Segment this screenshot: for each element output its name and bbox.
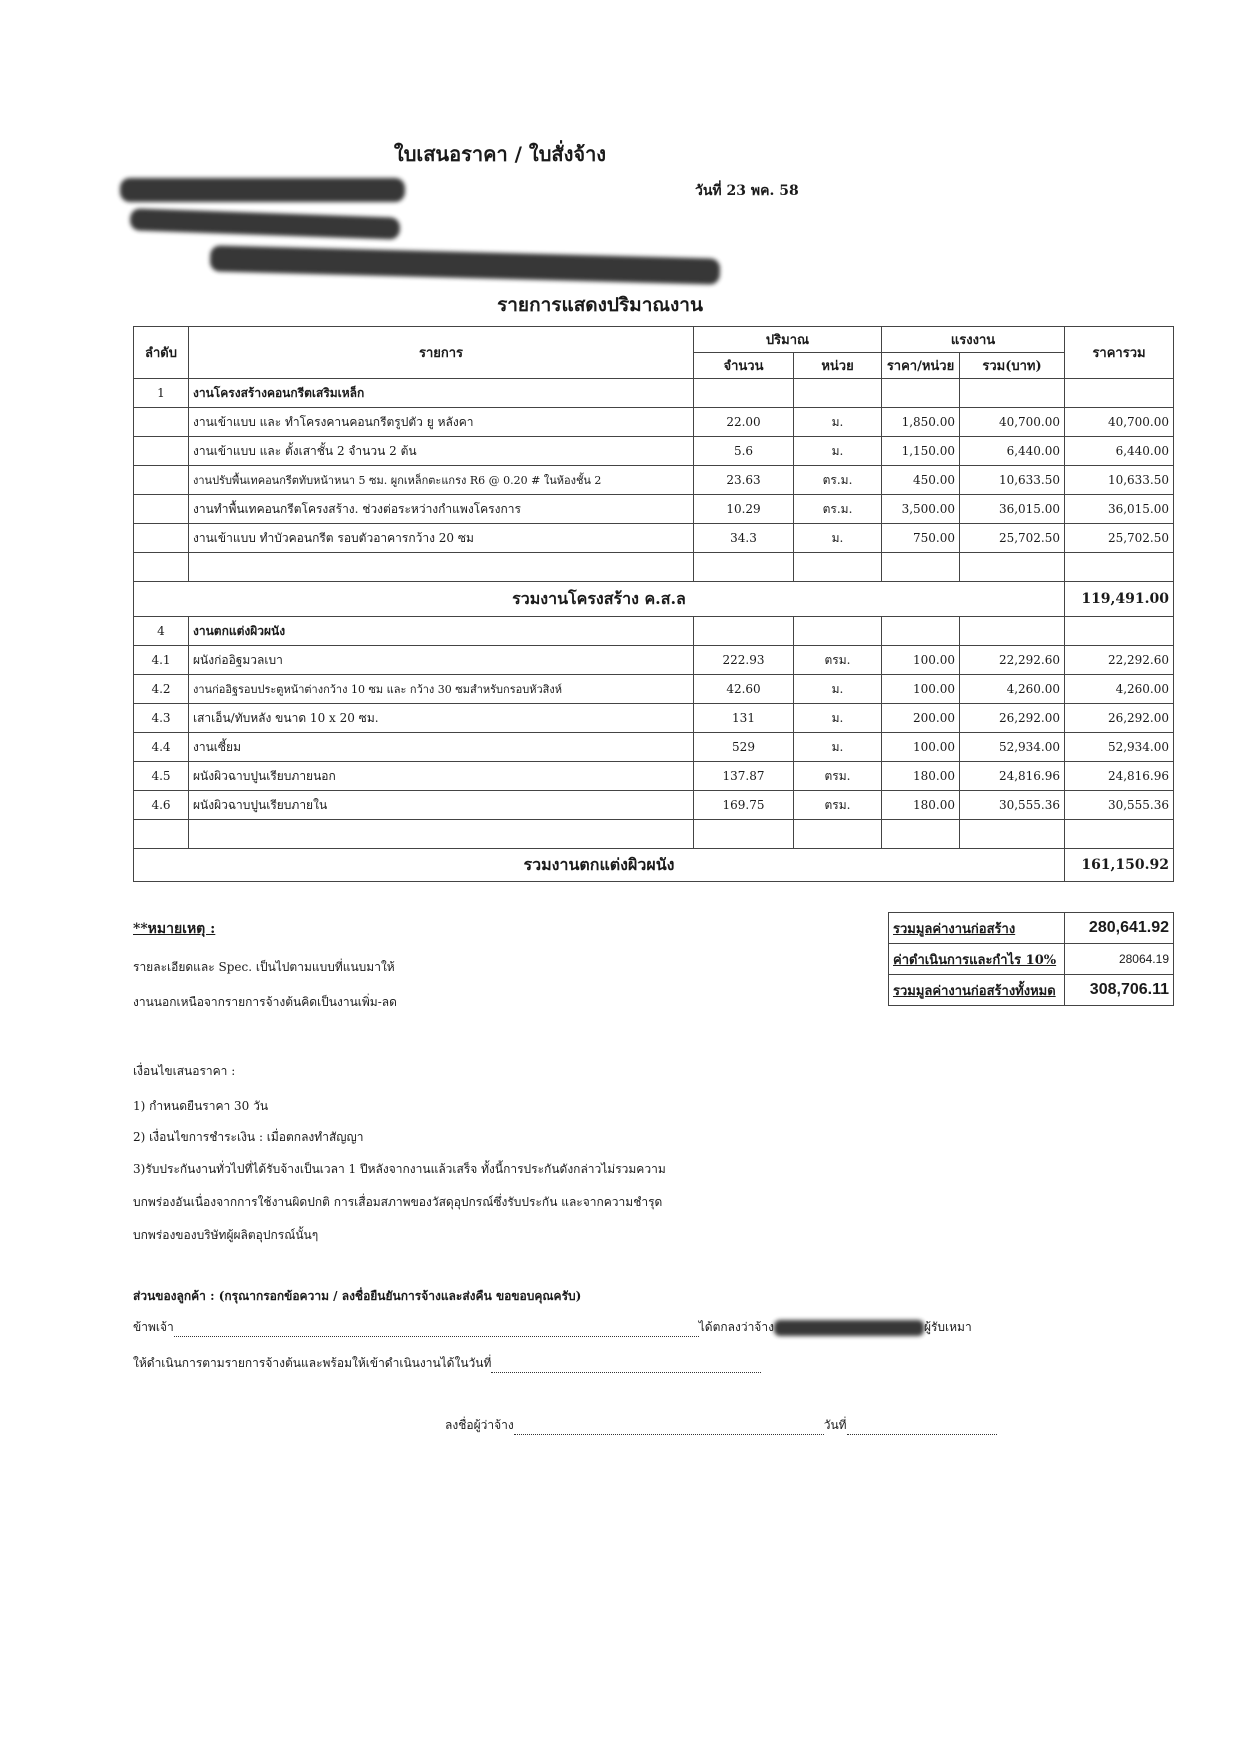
section-heading-row (134, 617, 1174, 646)
table-row (134, 646, 1174, 675)
row-item: ผนังผิวฉาบปูนเรียบภายใน (189, 791, 694, 820)
row-number (134, 408, 189, 437)
section-sum-label: รวมงานโครงสร้าง ค.ส.ล (134, 582, 1065, 617)
contractor-label: ผู้รับเหมา (923, 1320, 972, 1334)
row-subtotal: 10,633.50 (960, 466, 1065, 495)
row-qty: 169.75 (694, 791, 794, 820)
row-subtotal: 52,934.00 (960, 733, 1065, 762)
grand-total-label: รวมมูลค่างานก่อสร้างทั้งหมด (889, 975, 1065, 1006)
row-unit-price: 200.00 (882, 704, 960, 733)
row-unit: ตรม. (794, 791, 882, 820)
row-unit: ตรม. (794, 762, 882, 791)
row-unit: ม. (794, 675, 882, 704)
row-unit: ตร.ม. (794, 466, 882, 495)
row-qty: 10.29 (694, 495, 794, 524)
header-qty: จำนวน (694, 353, 794, 379)
section-number: 1 (134, 379, 189, 408)
redacted-contractor-name (774, 1320, 924, 1336)
section-title: งานโครงสร้างคอนกรีตเสริมเหล็ก (189, 379, 694, 408)
notes-heading: **หมายเหตุ : (133, 921, 216, 937)
row-unit-price: 100.00 (882, 733, 960, 762)
section-sum-value: 161,150.92 (1065, 849, 1174, 882)
row-qty: 42.60 (694, 675, 794, 704)
row-unit: ม. (794, 524, 882, 553)
table-row (134, 437, 1174, 466)
proceed-label: ให้ดำเนินการตามรายการจ้างต้นและพร้อมให้เข้าดำเนินงานได้ในวันที่ (133, 1356, 492, 1370)
row-unit-price: 180.00 (882, 762, 960, 791)
row-number (134, 437, 189, 466)
table-row (134, 762, 1174, 791)
row-number: 4.1 (134, 646, 189, 675)
row-total: 30,555.36 (1065, 791, 1174, 820)
header-subtotal: รวม(บาท) (960, 353, 1065, 379)
row-unit: ม. (794, 408, 882, 437)
row-unit-price: 750.00 (882, 524, 960, 553)
overhead-value: 28064.19 (1065, 944, 1174, 975)
row-unit-price: 100.00 (882, 675, 960, 704)
table-row (134, 524, 1174, 553)
header-total: ราคารวม (1065, 327, 1174, 379)
row-unit: ม. (794, 704, 882, 733)
section-title: งานตกแต่งผิวผนัง (189, 617, 694, 646)
proceed-line (133, 1354, 1033, 1373)
table-subtitle: รายการแสดงปริมาณงาน (497, 294, 703, 316)
header-unit: หน่วย (794, 353, 882, 379)
employer-label: ข้าพเจ้า (133, 1320, 174, 1334)
table-row (134, 495, 1174, 524)
row-unit: ตร.ม. (794, 495, 882, 524)
row-qty: 137.87 (694, 762, 794, 791)
row-number: 4.2 (134, 675, 189, 704)
employer-line (133, 1318, 1133, 1337)
row-number: 4.5 (134, 762, 189, 791)
header-quantity-group: ปริมาณ (694, 327, 882, 353)
table-body-section-2 (134, 617, 1174, 882)
table-row (134, 675, 1174, 704)
row-number: 4.4 (134, 733, 189, 762)
quote-date: วันที่ 23 พค. 58 (695, 183, 799, 199)
row-item: ผนังก่ออิฐมวลเบา (189, 646, 694, 675)
row-item: งานเข้าแบบ ทำบัวคอนกรีต รอบตัวอาคารกว้าง 20 ซม (189, 524, 694, 553)
section-sum-label: รวมงานตกแต่งผิวผนัง (134, 849, 1065, 882)
redacted-company-name (120, 178, 405, 202)
row-total: 40,700.00 (1065, 408, 1174, 437)
row-unit-price: 1,850.00 (882, 408, 960, 437)
section-number: 4 (134, 617, 189, 646)
row-number (134, 466, 189, 495)
row-item: งานเซี้ยม (189, 733, 694, 762)
section-sum-row (134, 849, 1174, 882)
empty-row (134, 553, 1174, 582)
redacted-project-name (210, 245, 721, 284)
row-item: งานปรับพื้นเทคอนกรีตทับหน้าหนา 5 ซม. ผูกเหล็กตะแกรง R6 @ 0.20 # ในห้องชั้น 2 (189, 466, 694, 495)
table-body-section-1 (134, 379, 1174, 617)
row-qty: 23.63 (694, 466, 794, 495)
header-item: รายการ (189, 327, 694, 379)
signature-field[interactable] (514, 1422, 824, 1435)
condition-2: 2) เงื่อนไขการชำระเงิน : เมื่อตกลงทำสัญญา (133, 1130, 364, 1144)
sign-label: ลงชื่อผู้ว่าจ้าง (445, 1418, 514, 1432)
row-total: 6,440.00 (1065, 437, 1174, 466)
row-unit-price: 1,150.00 (882, 437, 960, 466)
table-row (134, 791, 1174, 820)
agreed-label: ได้ตกลงว่าจ้าง (698, 1320, 774, 1334)
totals-overhead-row (889, 944, 1174, 975)
table-row (134, 466, 1174, 495)
table-row (134, 704, 1174, 733)
signature-line (445, 1416, 1065, 1435)
table-row (134, 733, 1174, 762)
row-total: 24,816.96 (1065, 762, 1174, 791)
row-qty: 22.00 (694, 408, 794, 437)
header-labor-group: แรงงาน (882, 327, 1065, 353)
row-total: 25,702.50 (1065, 524, 1174, 553)
row-total: 22,292.60 (1065, 646, 1174, 675)
sign-date-field[interactable] (847, 1422, 997, 1435)
row-total: 26,292.00 (1065, 704, 1174, 733)
employer-name-field[interactable] (174, 1324, 699, 1337)
conditions-heading: เงื่อนไขเสนอราคา : (133, 1064, 236, 1078)
row-unit-price: 100.00 (882, 646, 960, 675)
row-total: 10,633.50 (1065, 466, 1174, 495)
row-subtotal: 25,702.50 (960, 524, 1065, 553)
quantity-table (133, 326, 1174, 882)
empty-row (134, 820, 1174, 849)
notes-line-1: รายละเอียดและ Spec. เป็นไปตามแบบที่แนบมาให้ (133, 960, 395, 974)
row-total: 4,260.00 (1065, 675, 1174, 704)
totals-grand-row (889, 975, 1174, 1006)
condition-3-line-3: บกพร่องของบริษัทผู้ผลิตอุปกรณ์นั้นๆ (133, 1228, 319, 1242)
table-row (134, 408, 1174, 437)
condition-3-line-1: 3)รับประกันงานทั่วไปที่ได้รับจ้างเป็นเวลา 1 ปีหลังจากงานแล้วเสร็จ ทั้งนี้การประกันดังกล่าวไม่รวมความ (133, 1162, 666, 1176)
start-date-field[interactable] (491, 1360, 761, 1373)
row-unit: ม. (794, 733, 882, 762)
row-subtotal: 4,260.00 (960, 675, 1065, 704)
construction-total-value: 280,641.92 (1065, 913, 1174, 944)
row-item: งานเข้าแบบ และ ทำโครงคานคอนกรีตรูปตัว ยู หลังคา (189, 408, 694, 437)
row-total: 36,015.00 (1065, 495, 1174, 524)
row-unit: ม. (794, 437, 882, 466)
section-heading-row (134, 379, 1174, 408)
header-unit-price: ราคา/หน่วย (882, 353, 960, 379)
notes-line-2: งานนอกเหนือจากรายการจ้างต้นคิดเป็นงานเพิ่ม-ลด (133, 995, 397, 1009)
construction-total-label: รวมมูลค่างานก่อสร้าง (889, 913, 1065, 944)
condition-3-line-2: บกพร่องอันเนื่องจากการใช้งานผิดปกติ การเสื่อมสภาพของวัสดุอุปกรณ์ซึ่งรับประกัน และจากความชำรุด (133, 1195, 663, 1209)
row-subtotal: 30,555.36 (960, 791, 1065, 820)
row-item: เสาเอ็น/ทับหลัง ขนาด 10 x 20 ซม. (189, 704, 694, 733)
totals-table (888, 912, 1174, 1006)
row-qty: 529 (694, 733, 794, 762)
customer-heading: ส่วนของลูกค้า : (กรุณากรอกข้อความ / ลงชื่อยืนยันการจ้างและส่งคืน ขอขอบคุณครับ) (133, 1289, 582, 1303)
totals-construction-row (889, 913, 1174, 944)
row-total: 52,934.00 (1065, 733, 1174, 762)
row-subtotal: 26,292.00 (960, 704, 1065, 733)
document-title: ใบเสนอราคา / ใบสั่งจ้าง (393, 142, 607, 166)
row-number: 4.6 (134, 791, 189, 820)
row-unit: ตรม. (794, 646, 882, 675)
row-item: ผนังผิวฉาบปูนเรียบภายนอก (189, 762, 694, 791)
redacted-company-address (130, 208, 401, 239)
row-item: งานก่ออิฐรอบประตูหน้าต่างกว้าง 10 ซม และ กว้าง 30 ซมสำหรับกรอบหัวสิงห์ (189, 675, 694, 704)
row-item: งานทำพื้นเทคอนกรีตโครงสร้าง. ช่วงต่อระหว่างกำแพงโครงการ (189, 495, 694, 524)
row-qty: 34.3 (694, 524, 794, 553)
row-unit-price: 450.00 (882, 466, 960, 495)
header-no: ลำดับ (134, 327, 189, 379)
row-qty: 222.93 (694, 646, 794, 675)
row-subtotal: 6,440.00 (960, 437, 1065, 466)
row-number: 4.3 (134, 704, 189, 733)
row-subtotal: 24,816.96 (960, 762, 1065, 791)
section-sum-value: 119,491.00 (1065, 582, 1174, 617)
row-number (134, 524, 189, 553)
grand-total-value: 308,706.11 (1065, 975, 1174, 1006)
row-number (134, 495, 189, 524)
row-qty: 5.6 (694, 437, 794, 466)
row-subtotal: 36,015.00 (960, 495, 1065, 524)
row-unit-price: 3,500.00 (882, 495, 960, 524)
row-subtotal: 40,700.00 (960, 408, 1065, 437)
row-qty: 131 (694, 704, 794, 733)
condition-1: 1) กำหนดยืนราคา 30 วัน (133, 1099, 269, 1113)
row-unit-price: 180.00 (882, 791, 960, 820)
section-sum-row (134, 582, 1174, 617)
overhead-label: ค่าดำเนินการและกำไร 10% (889, 944, 1065, 975)
row-item: งานเข้าแบบ และ ตั้งเสาชั้น 2 จำนวน 2 ต้น (189, 437, 694, 466)
sign-date-label: วันที่ (823, 1418, 847, 1432)
row-subtotal: 22,292.60 (960, 646, 1065, 675)
